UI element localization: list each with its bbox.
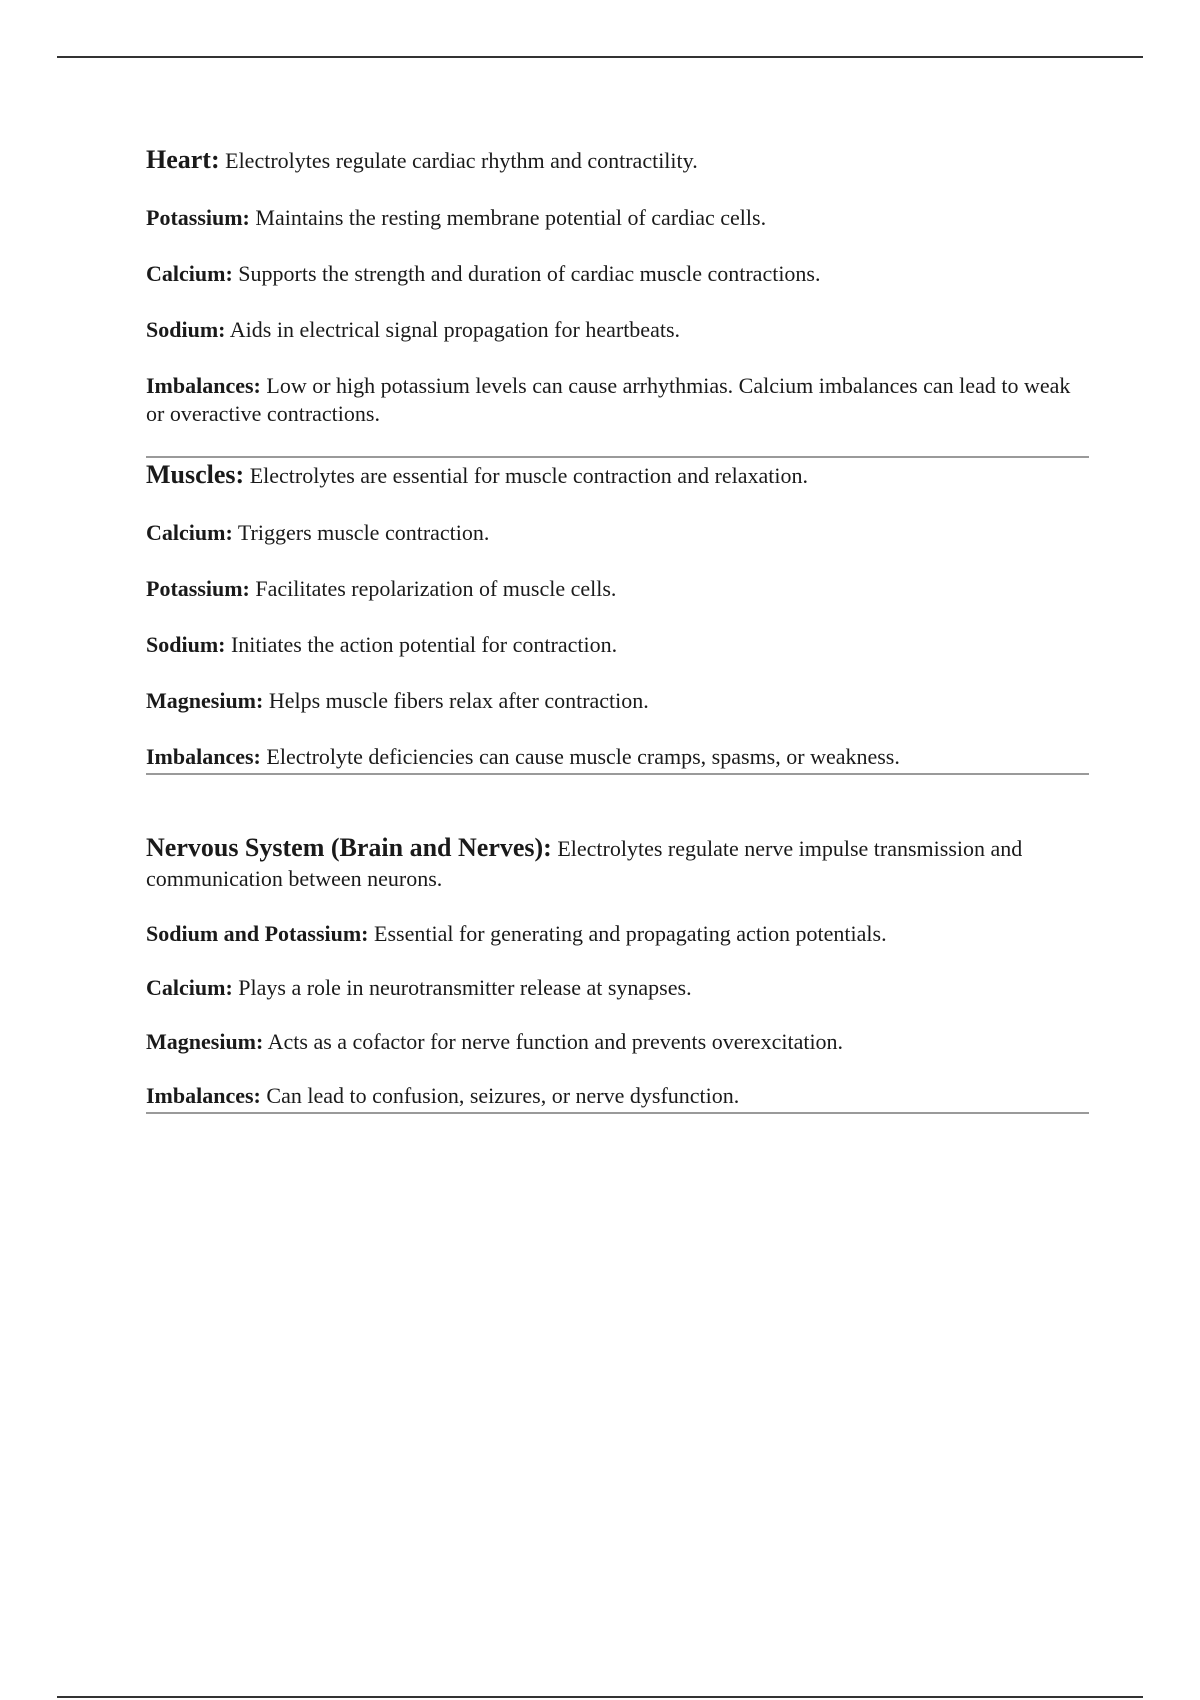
list-item — [146, 631, 1089, 659]
section-muscles — [146, 460, 1089, 775]
item-label: Sodium and Potassium: — [146, 921, 369, 946]
section-heading — [146, 145, 1089, 176]
heading-text: Electrolytes regulate nerve impulse transmission and communication between neurons. — [146, 836, 1023, 891]
heading-label: Nervous System (Brain and Nerves): — [146, 833, 552, 862]
item-label: Imbalances: — [146, 1083, 261, 1108]
item-label: Potassium: — [146, 576, 250, 601]
list-item — [146, 372, 1089, 428]
item-label: Calcium: — [146, 975, 233, 1000]
list-item — [146, 260, 1089, 288]
item-text: Acts as a cofactor for nerve function and prevents overexcitation. — [267, 1029, 844, 1054]
item-label: Magnesium: — [146, 1029, 264, 1054]
item-label: Sodium: — [146, 632, 226, 657]
list-item — [146, 974, 1089, 1002]
list-item — [146, 575, 1089, 603]
item-text: Triggers muscle contraction. — [237, 520, 490, 545]
item-text: Facilitates repolarization of muscle cells. — [255, 576, 617, 601]
heading-text: Electrolytes are essential for muscle contraction and relaxation. — [249, 463, 809, 488]
heading-text: Electrolytes regulate cardiac rhythm and contractility. — [225, 148, 698, 173]
list-item — [146, 1082, 1089, 1110]
list-item — [146, 316, 1089, 344]
section-heading — [146, 460, 1089, 491]
list-item — [146, 687, 1089, 715]
item-text: Helps muscle fibers relax after contraction. — [268, 688, 649, 713]
item-text: Low or high potassium levels can cause arrhythmias. Calcium imbalances can lead to weak or overactive contractions. — [146, 373, 1071, 426]
section-heading — [146, 833, 1089, 894]
item-label: Imbalances: — [146, 744, 261, 769]
item-text: Supports the strength and duration of cardiac muscle contractions. — [238, 261, 821, 286]
list-item — [146, 920, 1089, 948]
item-label: Magnesium: — [146, 688, 264, 713]
document-body — [146, 145, 1089, 1114]
heading-label: Muscles: — [146, 460, 245, 489]
item-label: Sodium: — [146, 317, 226, 342]
item-text: Aids in electrical signal propagation for heartbeats. — [229, 317, 681, 342]
list-item — [146, 743, 1089, 771]
item-text: Plays a role in neurotransmitter release at synapses. — [238, 975, 692, 1000]
section-nervous-system — [146, 833, 1089, 1114]
item-text: Electrolyte deficiencies can cause muscle cramps, spasms, or weakness. — [266, 744, 900, 769]
item-label: Calcium: — [146, 520, 233, 545]
list-item — [146, 1028, 1089, 1056]
item-text: Initiates the action potential for contraction. — [230, 632, 618, 657]
item-text: Maintains the resting membrane potential of cardiac cells. — [255, 205, 767, 230]
item-label: Imbalances: — [146, 373, 261, 398]
page-bottom-rule — [57, 1696, 1143, 1698]
list-item — [146, 519, 1089, 547]
item-text: Can lead to confusion, seizures, or nerve dysfunction. — [266, 1083, 740, 1108]
item-label: Potassium: — [146, 205, 250, 230]
heading-label: Heart: — [146, 145, 220, 174]
item-label: Calcium: — [146, 261, 233, 286]
page-top-rule — [57, 56, 1143, 58]
item-text: Essential for generating and propagating action potentials. — [374, 921, 887, 946]
section-heart — [146, 145, 1089, 458]
list-item — [146, 204, 1089, 232]
